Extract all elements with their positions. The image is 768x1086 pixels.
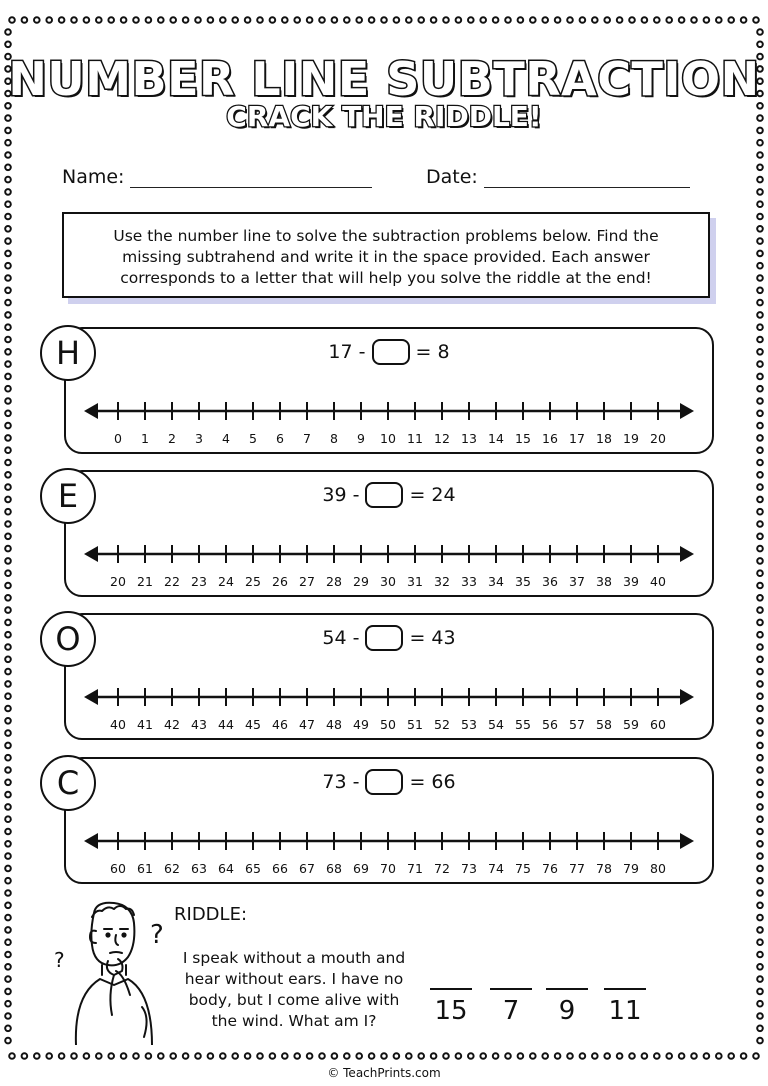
tick-label: 1 xyxy=(141,431,149,446)
tick-label: 69 xyxy=(353,861,369,876)
answer-blank[interactable] xyxy=(490,988,532,990)
tick-label: 21 xyxy=(137,574,153,589)
tick-label: 23 xyxy=(191,574,207,589)
tick-label: 79 xyxy=(623,861,639,876)
tick-label: 64 xyxy=(218,861,234,876)
name-label: Name: xyxy=(62,166,125,188)
tick-label: 67 xyxy=(299,861,315,876)
answer-number: 9 xyxy=(558,996,576,1026)
problem-card xyxy=(64,470,714,597)
tick-label: 71 xyxy=(407,861,423,876)
number-line xyxy=(66,811,712,881)
answer-slot[interactable] xyxy=(546,988,588,1026)
tick-label: 41 xyxy=(137,717,153,732)
tick-label: 29 xyxy=(353,574,369,589)
tick-label: 19 xyxy=(623,431,639,446)
tick-label: 12 xyxy=(434,431,450,446)
copyright-notice: © TeachPrints.com xyxy=(327,1066,441,1080)
tick-label: 0 xyxy=(114,431,122,446)
tick-label: 3 xyxy=(195,431,203,446)
tick-label: 7 xyxy=(303,431,311,446)
answer-input-box[interactable] xyxy=(365,769,403,795)
answer-input-box[interactable] xyxy=(372,339,410,365)
tick-label: 74 xyxy=(488,861,504,876)
question-mark-icon: ? xyxy=(150,920,164,950)
question-mark-icon: ? xyxy=(54,948,65,972)
arrow-right-icon xyxy=(680,833,694,849)
tick-label: 45 xyxy=(245,717,261,732)
tick-label: 35 xyxy=(515,574,531,589)
tick-label: 73 xyxy=(461,861,477,876)
tick-label: 48 xyxy=(326,717,342,732)
equation xyxy=(66,339,712,365)
tick-label: 63 xyxy=(191,861,207,876)
problem-card xyxy=(64,757,714,884)
tick-label: 55 xyxy=(515,717,531,732)
tick-label: 4 xyxy=(222,431,230,446)
name-field[interactable] xyxy=(130,187,372,188)
problem-card xyxy=(64,613,714,740)
arrow-left-icon xyxy=(84,546,98,562)
answer-blank[interactable] xyxy=(604,988,646,990)
equation xyxy=(66,769,712,795)
number-line xyxy=(66,524,712,594)
tick-label: 58 xyxy=(596,717,612,732)
thinking-child-illustration xyxy=(46,895,176,1045)
answer-number: 11 xyxy=(608,996,642,1026)
tick-label: 37 xyxy=(569,574,585,589)
tick-label: 78 xyxy=(596,861,612,876)
tick-label: 76 xyxy=(542,861,558,876)
tick-label: 26 xyxy=(272,574,288,589)
arrow-left-icon xyxy=(84,689,98,705)
problem-card xyxy=(64,327,714,454)
problem-letter-badge: O xyxy=(40,611,96,667)
tick-label: 30 xyxy=(380,574,396,589)
equation-minuend: 54 - xyxy=(322,627,360,649)
equation xyxy=(66,482,712,508)
tick-label: 32 xyxy=(434,574,450,589)
tick-label: 40 xyxy=(110,717,126,732)
tick-label: 65 xyxy=(245,861,261,876)
tick-label: 57 xyxy=(569,717,585,732)
tick-label: 38 xyxy=(596,574,612,589)
tick-label: 60 xyxy=(650,717,666,732)
answer-blank[interactable] xyxy=(546,988,588,990)
tick-label: 77 xyxy=(569,861,585,876)
tick-label: 15 xyxy=(515,431,531,446)
answer-number: 7 xyxy=(502,996,520,1026)
tick-label: 9 xyxy=(357,431,365,446)
tick-label: 36 xyxy=(542,574,558,589)
tick-label: 47 xyxy=(299,717,315,732)
tick-label: 70 xyxy=(380,861,396,876)
tick-label: 52 xyxy=(434,717,450,732)
tick-label: 27 xyxy=(299,574,315,589)
tick-label: 46 xyxy=(272,717,288,732)
riddle-title: RIDDLE: xyxy=(174,904,248,925)
tick-label: 13 xyxy=(461,431,477,446)
arrow-right-icon xyxy=(680,689,694,705)
tick-label: 62 xyxy=(164,861,180,876)
tick-label: 10 xyxy=(380,431,396,446)
tick-label: 25 xyxy=(245,574,261,589)
instructions-box xyxy=(62,212,710,298)
problem-letter-badge: E xyxy=(40,468,96,524)
riddle-text: I speak without a mouth and hear without ears. I have no body, but I come alive with the wind. What am I? xyxy=(182,949,406,1030)
tick-label: 2 xyxy=(168,431,176,446)
tick-label: 54 xyxy=(488,717,504,732)
tick-label: 6 xyxy=(276,431,284,446)
tick-label: 51 xyxy=(407,717,423,732)
problem-letter-badge: H xyxy=(40,325,96,381)
tick-label: 42 xyxy=(164,717,180,732)
tick-label: 72 xyxy=(434,861,450,876)
tick-label: 53 xyxy=(461,717,477,732)
answer-blank[interactable] xyxy=(430,988,472,990)
tick-label: 60 xyxy=(110,861,126,876)
tick-label: 33 xyxy=(461,574,477,589)
tick-label: 80 xyxy=(650,861,666,876)
arrow-left-icon xyxy=(84,403,98,419)
tick-label: 11 xyxy=(407,431,423,446)
tick-label: 50 xyxy=(380,717,396,732)
tick-label: 14 xyxy=(488,431,504,446)
tick-label: 75 xyxy=(515,861,531,876)
answer-number: 15 xyxy=(434,996,468,1026)
equation-result: = 8 xyxy=(415,341,450,363)
tick-label: 43 xyxy=(191,717,207,732)
arrow-right-icon xyxy=(680,546,694,562)
equation-minuend: 17 - xyxy=(328,341,366,363)
number-line xyxy=(66,381,712,451)
tick-label: 5 xyxy=(249,431,257,446)
tick-label: 44 xyxy=(218,717,234,732)
equation-result: = 66 xyxy=(409,771,456,793)
tick-label: 66 xyxy=(272,861,288,876)
answer-slot[interactable] xyxy=(604,988,646,1026)
tick-label: 20 xyxy=(650,431,666,446)
answer-slot[interactable] xyxy=(490,988,532,1026)
equation xyxy=(66,625,712,651)
tick-label: 22 xyxy=(164,574,180,589)
equation-result: = 43 xyxy=(409,627,456,649)
tick-label: 24 xyxy=(218,574,234,589)
tick-label: 56 xyxy=(542,717,558,732)
equation-minuend: 73 - xyxy=(322,771,360,793)
answer-slot[interactable] xyxy=(430,988,472,1026)
tick-label: 59 xyxy=(623,717,639,732)
equation-minuend: 39 - xyxy=(322,484,360,506)
arrow-right-icon xyxy=(680,403,694,419)
equation-result: = 24 xyxy=(409,484,456,506)
problem-letter-badge: C xyxy=(40,755,96,811)
tick-label: 8 xyxy=(330,431,338,446)
tick-label: 34 xyxy=(488,574,504,589)
tick-label: 31 xyxy=(407,574,423,589)
worksheet-title: NUMBER LINE SUBTRACTION xyxy=(8,52,760,106)
instructions-text: Use the number line to solve the subtraction problems below. Find the missing subtrahend and write it in the space provided. Each answer corresponds to a letter that will help you solve the riddle at the end! xyxy=(113,227,659,287)
tick-label: 18 xyxy=(596,431,612,446)
tick-label: 40 xyxy=(650,574,666,589)
tick-label: 49 xyxy=(353,717,369,732)
worksheet-subtitle: CRACK THE RIDDLE! xyxy=(226,100,542,133)
tick-label: 61 xyxy=(137,861,153,876)
tick-label: 20 xyxy=(110,574,126,589)
answer-input-box[interactable] xyxy=(365,482,403,508)
date-label: Date: xyxy=(426,166,478,188)
tick-label: 16 xyxy=(542,431,558,446)
tick-label: 68 xyxy=(326,861,342,876)
tick-label: 28 xyxy=(326,574,342,589)
arrow-left-icon xyxy=(84,833,98,849)
tick-label: 17 xyxy=(569,431,585,446)
answer-input-box[interactable] xyxy=(365,625,403,651)
number-line xyxy=(66,667,712,737)
tick-label: 39 xyxy=(623,574,639,589)
date-field[interactable] xyxy=(484,187,690,188)
